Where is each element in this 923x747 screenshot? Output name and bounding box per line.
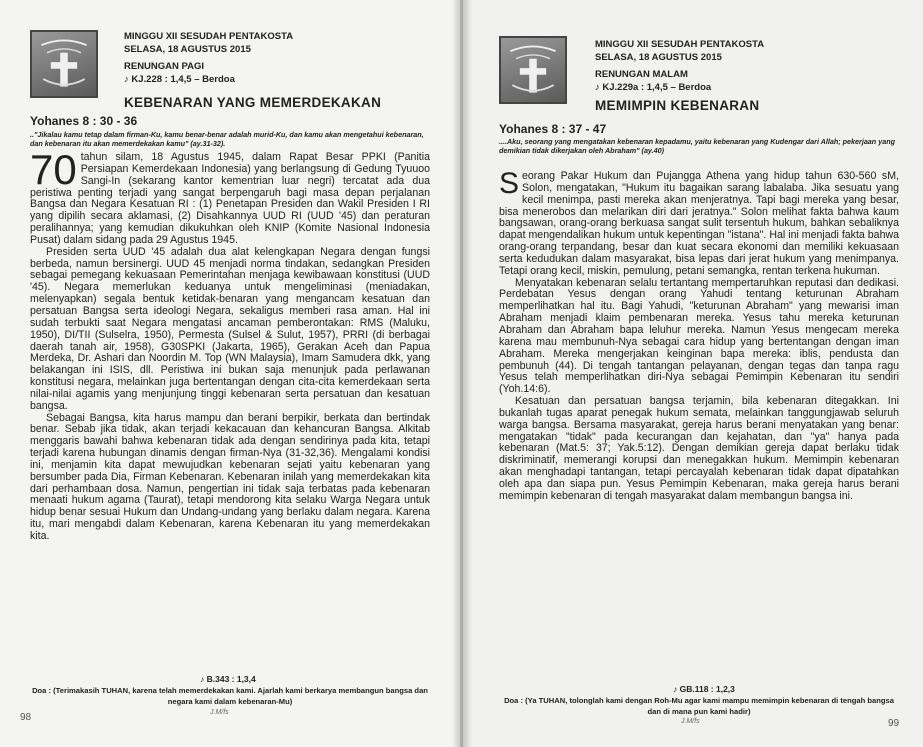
devotion-header <box>124 30 293 86</box>
opening-song: ♪ KJ.229a : 1,4,5 – Berdoa <box>595 82 712 93</box>
author-signature: J.M/fs <box>210 709 229 716</box>
closing-song: ♪ GB.118 : 1,2,3 <box>673 684 735 694</box>
church-logo-icon <box>499 36 567 104</box>
key-verse: ....Aku, seorang yang mengatakan kebenaran kepadamu, yaitu kebenaran yang Kudengar dari Allah; pekerjaan yang demikian tidak dikerjakan oleh Abraham" (ay.40) <box>499 137 895 155</box>
left-page <box>0 0 460 747</box>
devotion-title: KEBENARAN YANG MEMERDEKAKAN <box>124 95 382 110</box>
devotion-title: MEMIMPIN KEBENARAN <box>595 98 760 113</box>
paragraph: Menyatakan kebenaran selalu tertantang mempertaruhkan reputasi dan dedikasi. Perdebatan Yesus dengan orang Yahudi tentang keturunan Abraham memperlihatkan hal itu. Bagi Yahudi, "keturunan Abraham" yang mewarisi iman Abraham menjadi klaim pembenaran mereka. Yesus tahu mereka keturunan Abraham dan Abraham bapa leluhur mereka. Namun Yesus mengecam mereka karena mau membunuh-Nya sebagai cara hidup yang bertentangan dengan iman Abraham. Mereka mengerjakan keinginan bapa mereka: iblis, pendusta dan pembunuh (44). Di tengah tantangan pelayanan, dengan tegas dan tanpa ragu Yesus telah memperlihatkan diri-Nya sebagai Pemimpin Kebenaran itu sendiri (Yoh.14:6). <box>499 276 899 396</box>
paragraph: Sebagai Bangsa, kita harus mampu dan berani berpikir, berkata dan bertindak benar. Sebab jika tidak, akan terjadi kekacauan dan kehancuran Bangsa. Alkitab menggaris bawahi bahwa kebenaran tidak ada dengan sendirinya pada kita, tetapi terjadi karena hubungan dinamis dengan firman-Nya (31-32,36). Mengalami kondisi ini, menjamin kita dapat mewujudkan kebenaran sejati yaitu kebenaran yang bersumber pada Dia, Firman Kebenaran. Kebenaran inilah yang memerdekakan kita dari perhambaan dosa. Namun, pengertian ini tidak saja terbatas pada kebenaran menaati hukum agama (Taurat), tetapi mendorong kita selaku Warga Negara untuk hidup benar sesuai Hukum dan Undang-undang yang berlaku dalam negara. Karena itu, mari mengabdi dalam Kebenaran, karena Kebenaran itu yang memerdekakan kita. <box>30 411 430 542</box>
paragraph: Kesatuan dan persatuan bangsa terjamin, bila kebenaran ditegakkan. Ini bukanlah tugas aparat penegak hukum semata, melainkan tanggungjawab seluruh warga bangsa. Bersama masyarakat, gereja harus berani menyatakan yang benar: mengatakan "tidak" pada kecurangan dan kejahatan, dan "ya" hanya pada kebenaran (Mat.5: 37; Yak.5:12). Dengan demikian gereja dapat berlaku tidak diskriminatif, memerangi korupsi dan menegakkan hukum. Memimpin kebenaran akan menghadapi tantangan, tetapi percayalah kebenaran tidak dapat dipatahkan oleh apa dan siapa pun. Yesus Pemimpin Kebenaran, maka gereja harus berani memimpin kebenaran di tengah masyarakat dalam membangun bangsa ini. <box>499 395 899 502</box>
drop-cap: S <box>499 167 520 200</box>
session-label: RENUNGAN MALAM <box>595 69 688 80</box>
drop-cap: 70 <box>30 146 77 193</box>
prayer: Doa : (Ya TUHAN, tolonglah kami dengan Roh-Mu agar kami mampu memimpin kebenaran di tengah bangsa dan di mana pun kami hadir) <box>504 696 894 716</box>
right-page <box>463 0 923 747</box>
book-gutter <box>452 0 472 747</box>
prayer: Doa : (Terimakasih TUHAN, karena telah memerdekakan kami. Ajarlah kami berkarya membangun bangsa dan negara kami dalam kebenaran-Mu) <box>32 686 428 706</box>
devotion-header <box>595 38 764 94</box>
devotion-body <box>30 146 430 543</box>
week-label: MINGGU XII SESUDAH PENTAKOSTA <box>595 39 765 50</box>
paragraph: 70 tahun silam, 18 Agustus 1945, dalam Rapat Besar PPKI (Panitia Persiapan Kemerdekaan Indonesia) yang berlangsung di Gedung Tyuuoo Sangi-In (sekarang kantor kementrian luar negri) tercatat ada dua peristiwa penting terjadi yang sangat berpengaruh bagi masa depan perjalanan Bangsa dan Negara Kesatuan RI : (1) Penetapan Presiden dan Wakil Presiden I RI yang dipilih secara aklamasi, (2) Disahkannya UUD RI (UUD '45) dan peraturan peralihannya; yang kemudian dikukuhkan oleh KNIP (Komite Nasional Indonesia Pusat) dalam sidang pada 29 Agustus 1945. <box>30 146 430 246</box>
date-label: SELASA, 18 AGUSTUS 2015 <box>595 52 722 63</box>
session-label: RENUNGAN PAGI <box>124 61 205 72</box>
page-number: 99 <box>888 718 900 729</box>
church-logo-icon <box>30 30 98 98</box>
scripture-ref: Yohanes 8 : 37 - 47 <box>499 122 607 136</box>
paragraph: Seorang Pakar Hukum dan Pujangga Athena yang hidup tahun 630-560 sM, Solon, mengatakan, "Hukum itu bagaikan sarang labalaba. Jika sesuatu yang kecil menimpa, pasti mereka akan menjeratnya. Tapi bagi mereka yang besar, bisa menerobos dan melarikan diri dari jeratnya." Solon melihat fakta bahwa kaum bangsawan, orang-orang berkuasa sangat sulit tersentuh hukum, bahkan sebaliknya dapat mengendalikan hukum untuk kepentingan "istana". Hal ini menjadi fakta bahwa orang-orang terpandang, besar dan kuat secara ekonomi dan memiliki kekuasaan serta kedudukan dalam masyarakat, bisa lepas dari jerat hukum yang menimpanya. Tetapi orang kecil, miskin, pemulung, petani semangka, rentan terkena hukuman. <box>499 167 899 277</box>
scripture-ref: Yohanes 8 : 30 - 36 <box>30 114 138 128</box>
devotion-body <box>499 167 899 503</box>
opening-song: ♪ KJ.228 : 1,4,5 – Berdoa <box>124 74 235 85</box>
key-verse: .."Jikalau kamu tetap dalam firman-Ku, kamu benar-benar adalah murid-Ku, dan kamu akan mengetahui kebenaran, dan kebenaran itu akan memerdekakan kamu" (ay.31-32). <box>30 130 424 148</box>
paragraph: Presiden serta UUD '45 adalah dua alat kelengkapan Negara dengan fungsi berbeda, namun bersinergi. UUD 45 menjadi norma tindakan, sedangkan Presiden sebagai pemegang kekuasaan Pemerintahan menjaga kewibawaan konstitusi (UUD '45). Negara memerlukan keduanya untuk mengeliminasi (meniadakan, melenyapkan) segala bentuk ketidak-benaran yang mengancam kesatuan dan persatuan Bangsa serta ideologi Negara, sekaligus memberi rasa aman. Hal ini sudah terbukti saat Negara mengatasi ancaman pemberontakan: RMS (Maluku, 1950), DI/TII (Sulselra, 1950), Permesta (Sulsel & Sulut, 1957), PRRI (di berbagai daerah tanah air, 1958), G30SPKI (Jakarta, 1965), Gerakan Aceh dan Papua Merdeka, Dr. Ashari dan Noordin M. Top (WN Malaysia), Imam Samudera dkk, yang belakangan ini ISIS, dll. Peristiwa ini bukan saja menunjuk pada perlawanan konstitusi negara, melainkan juga bertentangan dengan cita-cita kemerdekaan serta nilai-nilai agamis yang menjunjung tinggi kebenaran serta persatuan dan kesatuan bangsa. <box>30 245 430 412</box>
closing-song: ♪ B.343 : 1,3,4 <box>200 674 256 684</box>
week-label: MINGGU XII SESUDAH PENTAKOSTA <box>124 31 294 42</box>
date-label: SELASA, 18 AGUSTUS 2015 <box>124 44 251 55</box>
page-number: 98 <box>20 712 32 723</box>
author-signature: J.M/fs <box>681 718 700 725</box>
